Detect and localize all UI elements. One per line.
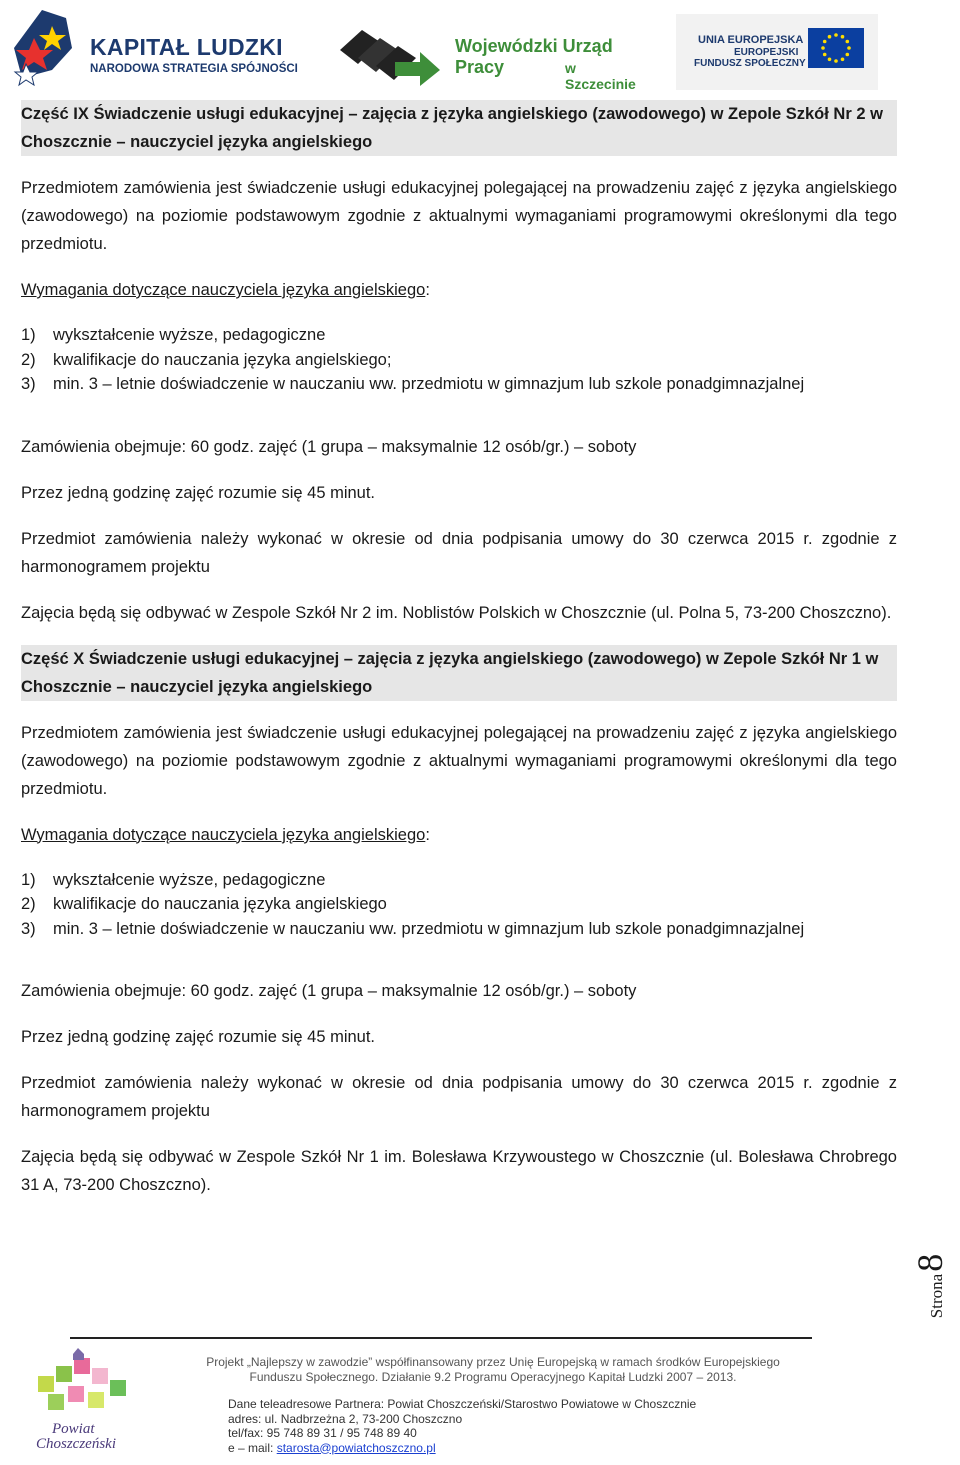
requirements-list bbox=[21, 323, 897, 397]
footer-phone: tel/fax: 95 748 89 31 / 95 748 89 40 bbox=[228, 1426, 417, 1440]
page-number-marker bbox=[910, 1235, 960, 1330]
footer-address: adres: ul. Nadbrzeżna 2, 73-200 Choszczno bbox=[228, 1411, 463, 1426]
powiat-choszczenski-logo bbox=[28, 1346, 143, 1454]
requirements-heading bbox=[21, 276, 897, 304]
section-intro: Przedmiotem zamówienia jest świadczenie usługi edukacyjnej polegającej na prowadzeniu zajęć z języka angielskiego (zawodowego) na poziomie podstawowym zgodnie z aktualnymi wymaganiami programowymi określonymi dla tego przedmiotu. bbox=[21, 179, 897, 253]
footer-text bbox=[163, 1355, 823, 1455]
footer-email-line bbox=[228, 1441, 823, 1456]
hour-definition: Przez jedną godzinę zajęć rozumie się 45 minut. bbox=[21, 1028, 376, 1046]
footer-divider bbox=[70, 1337, 812, 1339]
wup-subtitle: w Szczecinie bbox=[565, 60, 636, 92]
list-item bbox=[21, 372, 897, 397]
list-item-text: wykształcenie wyższe, pedagogiczne bbox=[53, 870, 326, 889]
footer-email-label: e – mail: bbox=[228, 1440, 277, 1455]
deadline: Przedmiot zamówienia należy wykonać w okresie od dnia podpisania umowy do 30 czerwca 2015 r. zgodnie z harmonogramem projektu bbox=[21, 529, 897, 576]
ue-fund-line2: FUNDUSZ SPOŁECZNY bbox=[694, 58, 806, 69]
order-scope: Zamówienia obejmuje: 60 godz. zajęć (1 grupa – maksymalnie 12 osób/gr.) – soboty bbox=[21, 437, 637, 456]
list-item-text: kwalifikacje do nauczania języka angielskiego; bbox=[53, 350, 392, 369]
list-item-number: 2) bbox=[21, 895, 36, 913]
list-item bbox=[21, 917, 897, 942]
list-item-text: min. 3 – letnie doświadczenie w nauczaniu ww. przedmiotu w gimnazjum lub szkole ponadgimnazjalnej bbox=[53, 375, 805, 393]
powiat-logo-text bbox=[36, 1422, 116, 1452]
hour-definition: Przez jedną godzinę zajęć rozumie się 45 minut. bbox=[21, 483, 376, 502]
section-title: Część X Świadczenie usługi edukacyjnej – zajęcia z języka angielskiego (zawodowego) w Zepole Szkół Nr 1 w Choszcznie – nauczyciel języka angielskiego bbox=[21, 645, 897, 701]
list-item-text: min. 3 – letnie doświadczenie w nauczaniu ww. przedmiotu w gimnazjum lub szkole ponadgimnazjalnej bbox=[53, 919, 805, 938]
footer-contact bbox=[163, 1397, 823, 1455]
requirements-heading bbox=[21, 821, 897, 849]
kapital-ludzki-title: KAPITAŁ LUDZKI bbox=[90, 34, 283, 60]
requirements-heading-text: Wymagania dotyczące nauczyciela języka angielskiego bbox=[21, 281, 426, 299]
list-item-number: 1) bbox=[21, 870, 36, 889]
kapital-ludzki-star-icon bbox=[12, 8, 82, 88]
requirements-heading-text: Wymagania dotyczące nauczyciela języka angielskiego bbox=[21, 825, 426, 844]
kapital-ludzki-subtitle: NARODOWA STRATEGIA SPÓJNOŚCI bbox=[90, 63, 298, 75]
list-item-number: 3) bbox=[21, 375, 36, 393]
requirements-list bbox=[21, 868, 897, 942]
kapital-ludzki-logo bbox=[12, 8, 302, 88]
location: Zajęcia będą się odbywać w Zespole Szkół Nr 1 im. Bolesława Krzywoustego w Choszcznie (ul. Bolesława Chrobrego 31 A, 73-200 Choszczno). bbox=[21, 1148, 897, 1194]
ue-title: UNIA EUROPEJSKA bbox=[698, 34, 804, 46]
requirements-heading-colon: : bbox=[425, 825, 430, 844]
ue-fund-line1: EUROPEJSKI bbox=[734, 47, 799, 58]
list-item-number: 1) bbox=[21, 326, 36, 344]
section-intro: Przedmiotem zamówienia jest świadczenie usługi edukacyjnej polegającej na prowadzeniu zajęć z języka angielskiego (zawodowego) na poziomie podstawowym zgodnie z aktualnymi wymaganiami programowymi określonymi dla tego przedmiotu. bbox=[21, 723, 897, 798]
document-body bbox=[21, 100, 897, 1199]
list-item bbox=[21, 892, 897, 917]
ue-logo bbox=[676, 14, 878, 90]
powiat-logo-line1: Powiat bbox=[52, 1421, 95, 1437]
order-scope: Zamówienia obejmuje: 60 godz. zajęć (1 grupa – maksymalnie 12 osób/gr.) – soboty bbox=[21, 982, 637, 1000]
list-item-number: 2) bbox=[21, 350, 36, 369]
wup-title: Wojewódzki Urząd Pracy bbox=[455, 36, 613, 77]
section-title: Część IX Świadczenie usługi edukacyjnej – zajęcia z języka angielskiego (zawodowego) w Zepole Szkół Nr 2 w Choszcznie – nauczyciel języka angielskiego bbox=[21, 100, 897, 156]
page-number-rotated bbox=[909, 1254, 951, 1318]
list-item-text: kwalifikacje do nauczania języka angielskiego bbox=[53, 895, 387, 913]
location: Zajęcia będą się odbywać w Zespole Szkół Nr 2 im. Noblistów Polskich w Choszcznie (ul. Polna 5, 73-200 Choszczno). bbox=[21, 603, 892, 622]
list-item bbox=[21, 348, 897, 373]
list-item-number: 3) bbox=[21, 919, 36, 938]
footer-email-link[interactable]: starosta@powiatchoszczno.pl bbox=[276, 1440, 436, 1455]
page-number: 8 bbox=[910, 1253, 951, 1272]
footer-project-line2: Funduszu Społecznego. Działanie 9.2 Programu Operacyjnego Kapitał Ludzki 2007 – 2013. bbox=[249, 1369, 737, 1384]
list-item bbox=[21, 323, 897, 348]
page-label: Strona bbox=[927, 1273, 947, 1319]
deadline: Przedmiot zamówienia należy wykonać w okresie od dnia podpisania umowy do 30 czerwca 2015 r. zgodnie z harmonogramem projektu bbox=[21, 1074, 897, 1120]
list-item bbox=[21, 868, 897, 893]
wup-logo bbox=[340, 20, 650, 90]
page-header bbox=[0, 0, 960, 95]
powiat-logo-line2: Choszczeński bbox=[36, 1436, 116, 1452]
list-item-text: wykształcenie wyższe, pedagogiczne bbox=[53, 326, 326, 344]
footer-partner: Dane teleadresowe Partnera: Powiat Choszczeński/Starostwo Powiatowe w Choszcznie bbox=[228, 1397, 697, 1411]
powiat-emblem-icon bbox=[28, 1346, 143, 1421]
wup-emblem-icon bbox=[340, 20, 445, 86]
requirements-heading-colon: : bbox=[425, 281, 430, 299]
eu-flag-icon bbox=[808, 28, 864, 68]
footer-project-line1: Projekt „Najlepszy w zawodzie” współfinansowany przez Unię Europejską w ramach środków Europejskiego bbox=[206, 1355, 780, 1369]
